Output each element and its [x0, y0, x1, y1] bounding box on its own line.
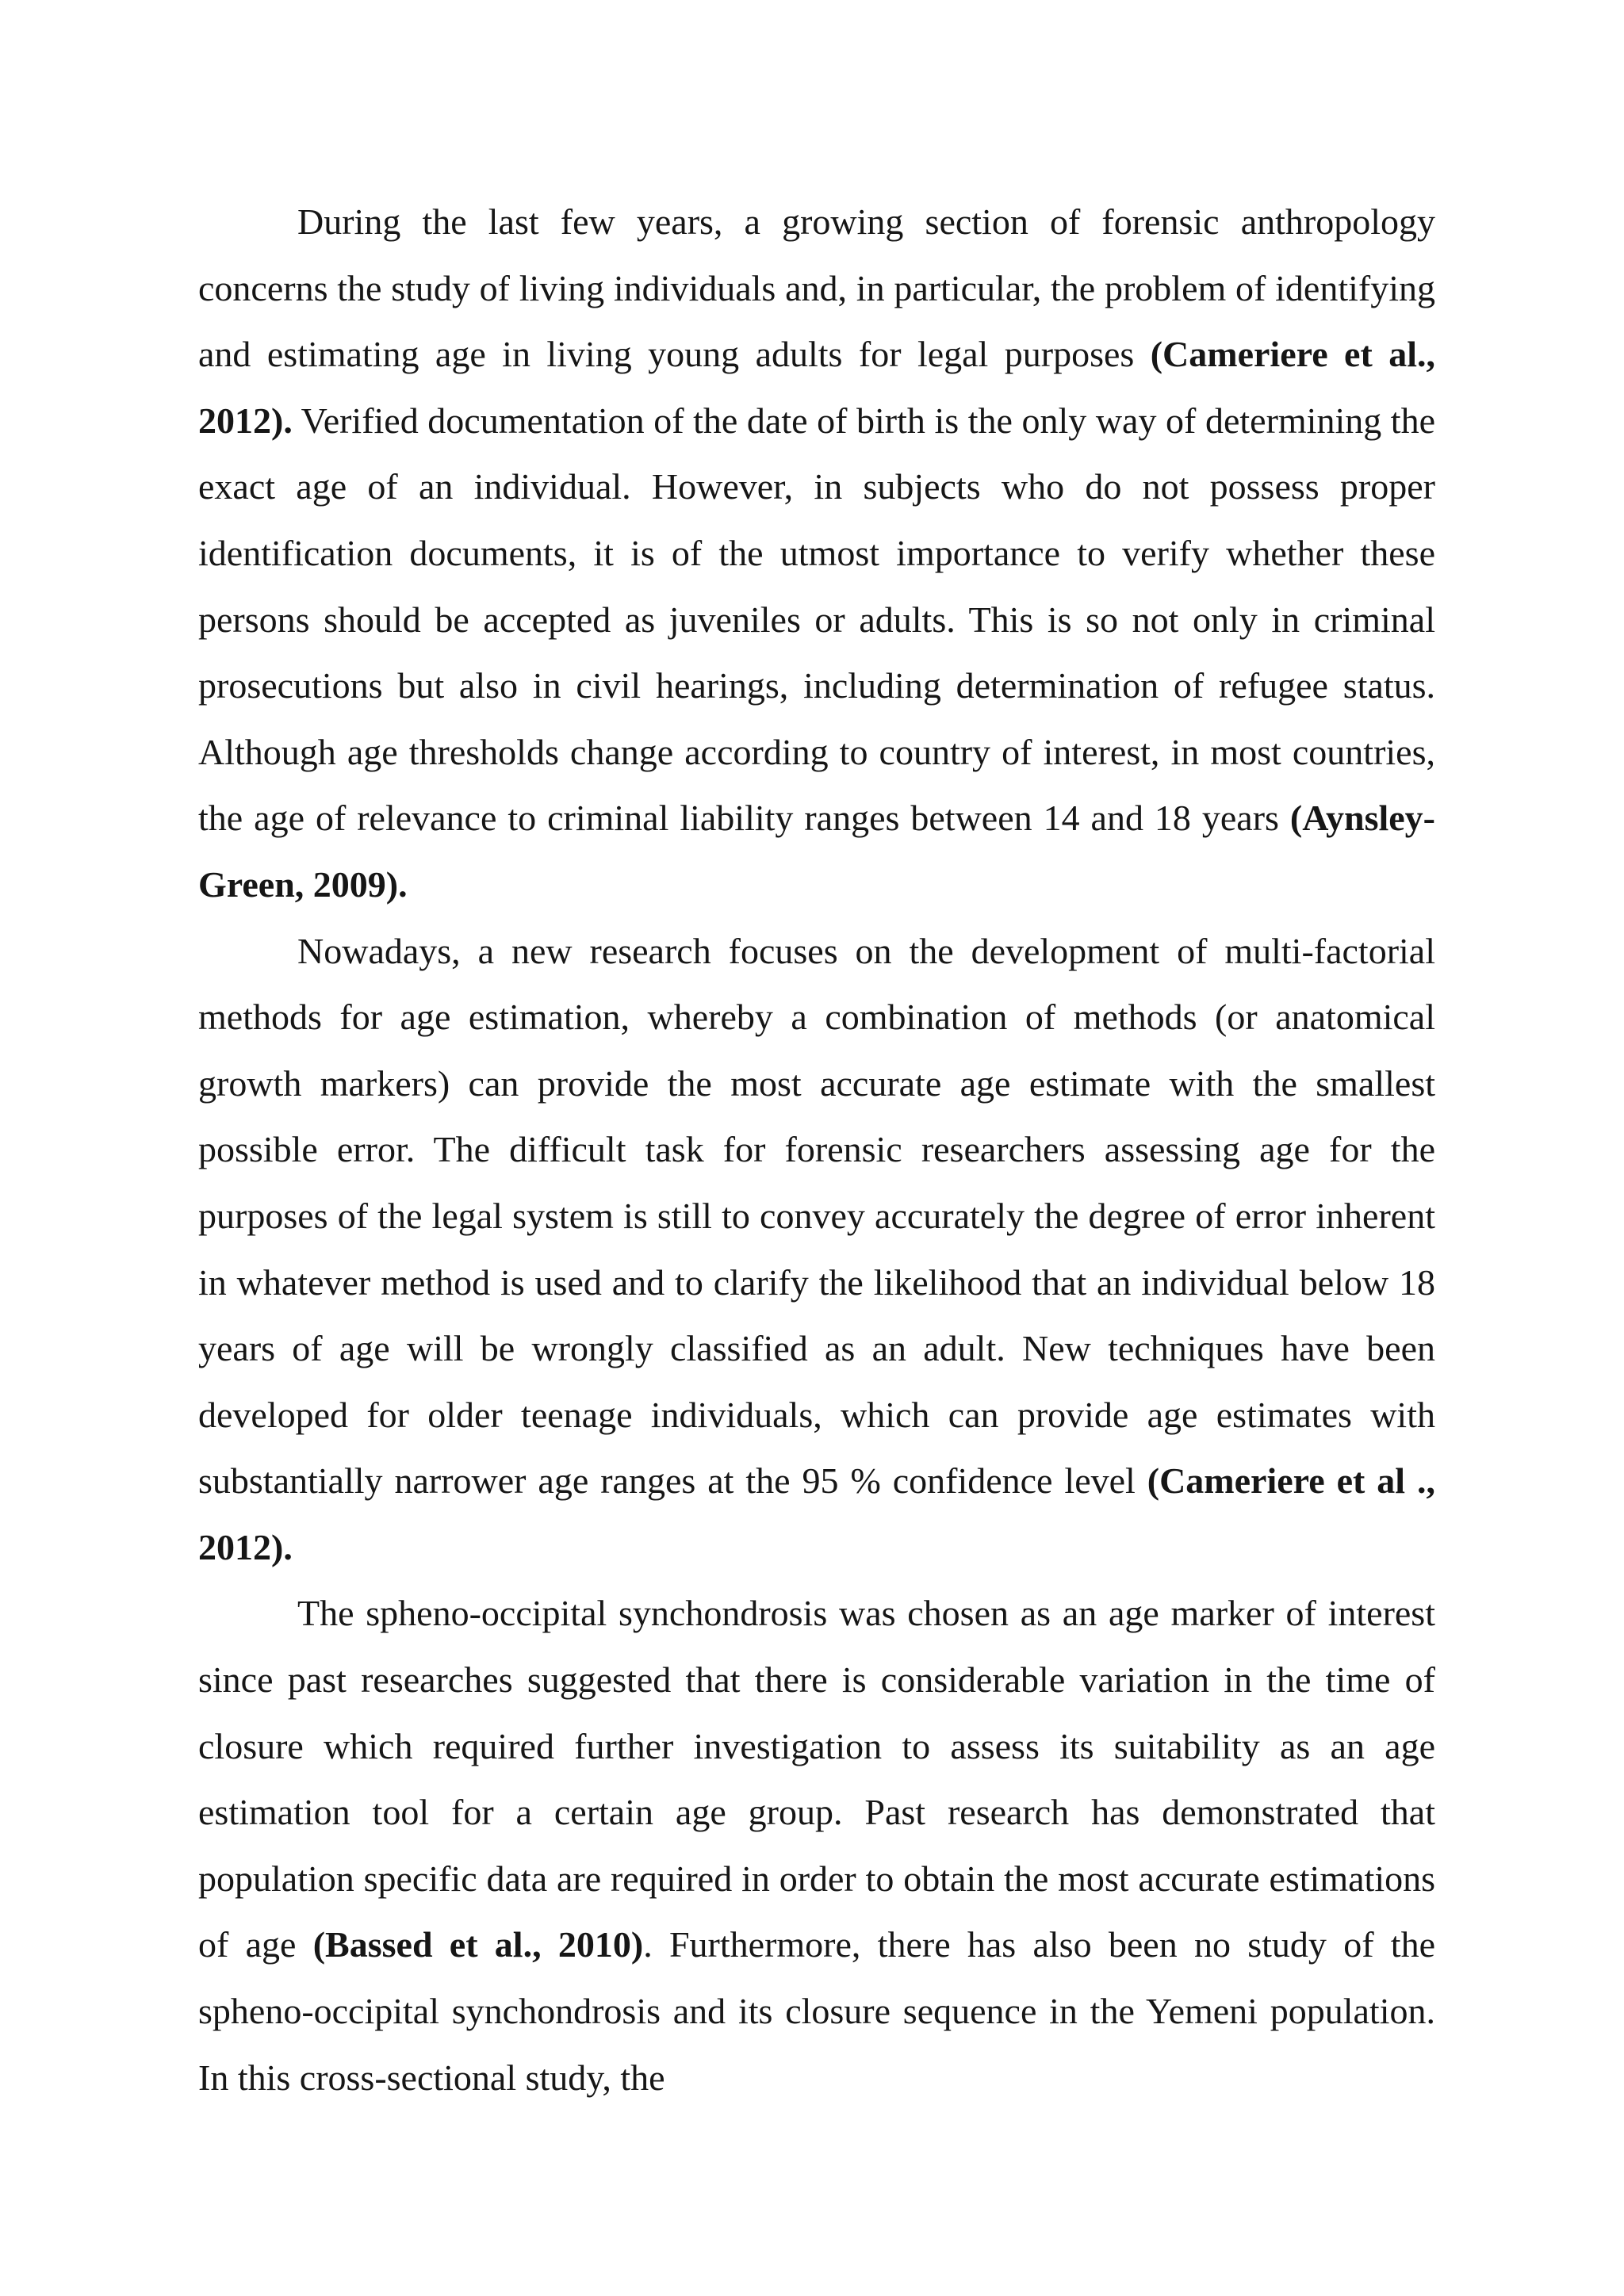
- paragraph-3-text-continued: . Furthermore, there has also been no study of the spheno-occipital synchondrosis and its closure sequence in the Yemeni population. In this cross-sectional study, the: [198, 1924, 1435, 2098]
- paragraph-1: [198, 189, 1435, 918]
- paragraph-2-text: Nowadays, a new research focuses on the development of multi-factorial methods for age estimation, whereby a combination of methods (or anatomical growth markers) can provide the most accurate age estimate with the smallest possible error. The difficult task for forensic researchers assessing age for the purposes of the legal system is still to convey accurately the degree of error inherent in whatever method is used and to clarify the likelihood that an individual below 18 years of age will be wrongly classified as an adult. New techniques have been developed for older teenage individuals, which can provide age estimates with substantially narrower age ranges at the 95 % confidence level: [198, 930, 1435, 1502]
- paragraph-3-text: The spheno-occipital synchondrosis was chosen as an age marker of interest since past researches suggested that there is considerable variation in the time of closure which required further investigation to assess its suitability as an age estimation tool for a certain age group. Past research has demonstrated that population specific data are required in order to obtain the most accurate estimations of age: [198, 1593, 1435, 1965]
- paragraph-2: [198, 918, 1435, 1581]
- body-text: [198, 189, 1435, 2110]
- paragraph-3: [198, 1580, 1435, 2110]
- citation-bassed-2010: (Bassed et al., 2010): [312, 1924, 644, 1965]
- citation-cameriere-2012: (Cameriere et al., 2012).: [198, 334, 1435, 441]
- paragraph-1-text: During the last few years, a growing section of forensic anthropology concerns the study of living individuals and, in particular, the problem of identifying and estimating age in living young adults for legal purposes: [198, 201, 1435, 375]
- citation-aynsley-green-2009: (Aynsley-Green, 2009).: [198, 798, 1435, 905]
- citation-cameriere-2012-second: (Cameriere et al ., 2012).: [198, 1460, 1436, 1567]
- paragraph-1-text-continued: Verified documentation of the date of birth is the only way of determining the exact age of an individual. However, in subjects who do not possess proper identification documents, it is of the utmost importance to verify whether these persons should be accepted as juveniles or adults. This is so not only in criminal prosecutions but also in civil hearings, including determination of refugee status. Although age thresholds change according to country of interest, in most countries, the age of relevance to criminal liability ranges between 14 and 18 years: [198, 400, 1435, 839]
